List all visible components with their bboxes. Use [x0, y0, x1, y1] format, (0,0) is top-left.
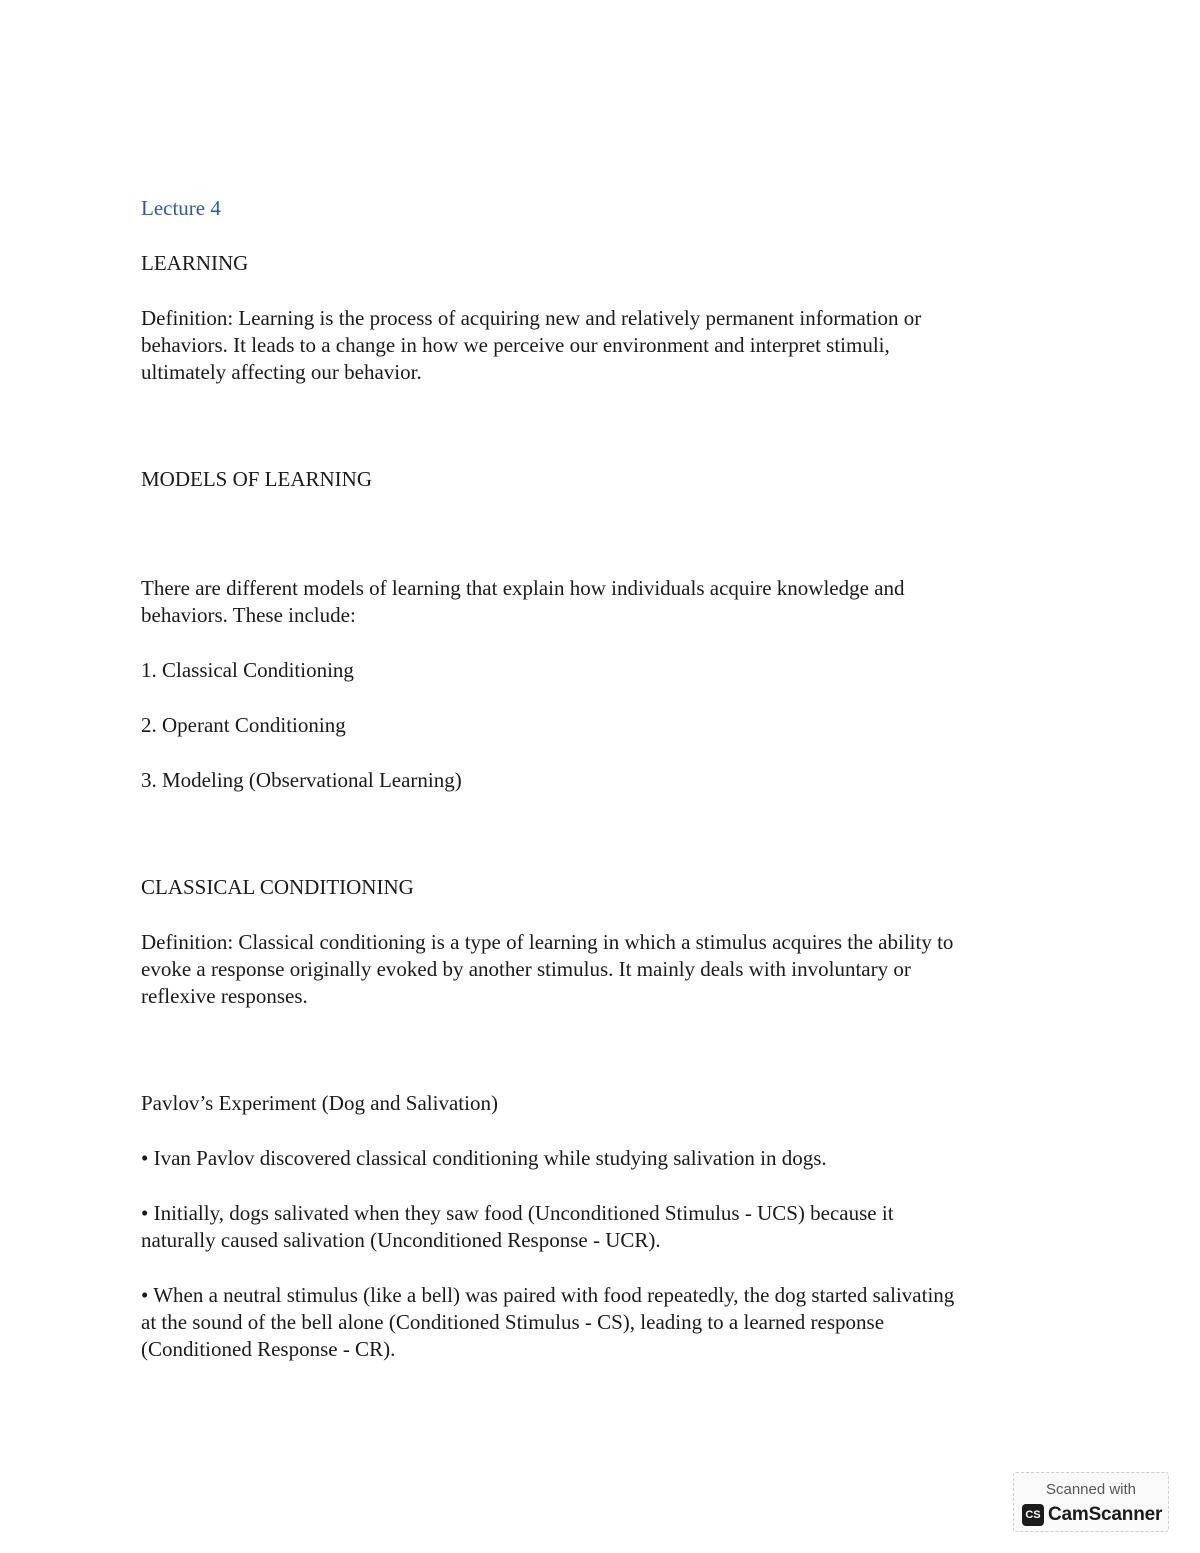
bullet-line: • When a neutral stimulus (like a bell) was paired with food repeatedly, the dog started salivating: [141, 1283, 955, 1307]
classical-heading: CLASSICAL CONDITIONING: [141, 875, 414, 899]
camscanner-logo-icon: CS: [1022, 1504, 1044, 1526]
bullet-line: at the sound of the bell alone (Conditioned Stimulus - CS), leading to a learned response: [141, 1310, 885, 1334]
badge-brand-row: [1022, 1504, 1162, 1526]
models-intro-line: behaviors. These include:: [141, 603, 356, 627]
document-page: [141, 195, 1071, 1391]
camscanner-badge: [1013, 1472, 1169, 1532]
models-intro: [141, 575, 1071, 629]
learning-definition: [141, 305, 1071, 386]
learning-definition-line: behaviors. It leads to a change in how we perceive our environment and interpret stimuli,: [141, 333, 890, 357]
models-intro-line: There are different models of learning that explain how individuals acquire knowledge and: [141, 576, 905, 600]
lecture-title: Lecture 4: [141, 196, 221, 220]
models-heading: MODELS OF LEARNING: [141, 467, 372, 491]
list-item: 1. Classical Conditioning: [141, 658, 354, 682]
badge-brand-text: CamScanner: [1048, 1504, 1163, 1525]
classical-definition-line: Definition: Classical conditioning is a type of learning in which a stimulus acquires the ability to: [141, 930, 954, 954]
badge-top-text: Scanned with: [1045, 1481, 1137, 1498]
bullet-line: • Initially, dogs salivated when they saw food (Unconditioned Stimulus - UCS) because it: [141, 1201, 894, 1225]
bullet-item: [141, 1282, 1071, 1363]
classical-definition: [141, 929, 1071, 1010]
list-item: 2. Operant Conditioning: [141, 713, 346, 737]
learning-definition-line: ultimately affecting our behavior.: [141, 360, 422, 384]
learning-definition-line: Definition: Learning is the process of acquiring new and relatively permanent information or: [141, 306, 922, 330]
classical-definition-line: reflexive responses.: [141, 984, 308, 1008]
classical-definition-line: evoke a response originally evoked by another stimulus. It mainly deals with involuntary or: [141, 957, 911, 981]
bullet-item: [141, 1145, 1071, 1172]
bullet-line: • Ivan Pavlov discovered classical conditioning while studying salivation in dogs.: [141, 1146, 827, 1170]
list-item: 3. Modeling (Observational Learning): [141, 768, 462, 792]
bullet-item: [141, 1200, 1071, 1254]
bullet-line: (Conditioned Response - CR).: [141, 1337, 396, 1361]
bullet-line: naturally caused salivation (Unconditioned Response - UCR).: [141, 1228, 661, 1252]
learning-heading: LEARNING: [141, 251, 249, 275]
pavlov-heading: Pavlov’s Experiment (Dog and Salivation): [141, 1091, 498, 1115]
